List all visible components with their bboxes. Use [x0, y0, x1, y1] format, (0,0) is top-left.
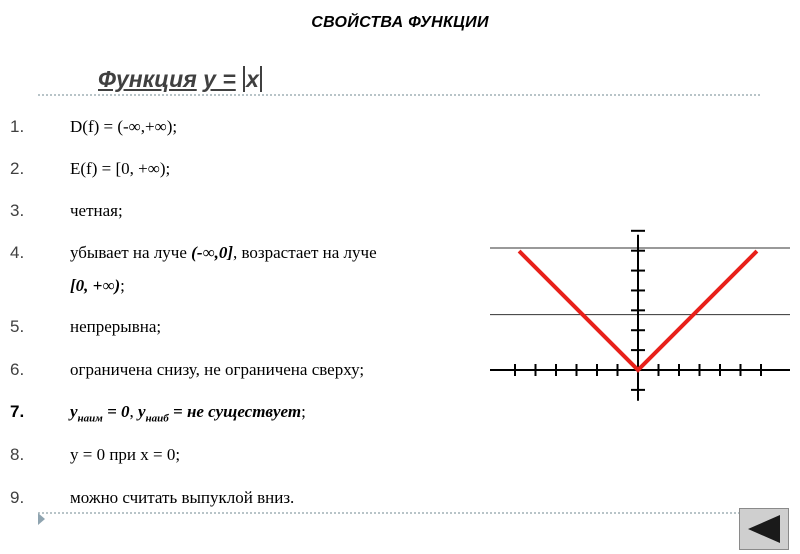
item-text: D(f) = (-∞,+∞);: [70, 117, 178, 136]
back-triangle-icon: [748, 515, 780, 543]
text-part: убывает на луче: [70, 243, 192, 262]
item-number: 3.: [10, 201, 25, 220]
item-number: 5.: [10, 317, 25, 336]
item-text: [70, 276, 125, 296]
item-text: y = 0 при x = 0;: [70, 445, 181, 464]
abs-bar-left: [243, 66, 245, 92]
nav-back-button[interactable]: [739, 508, 789, 550]
interval-decreasing: (-∞,0]: [191, 243, 234, 262]
subscript-max: наиб: [145, 412, 169, 425]
item-number: 9.: [10, 488, 25, 507]
item-number: 2.: [10, 159, 25, 178]
item-text: [70, 243, 377, 263]
text-part: ,: [129, 402, 138, 421]
abs-function-graph: [490, 196, 790, 418]
divider-top: [38, 94, 760, 96]
text-part: ;: [301, 402, 306, 421]
item-number: 1.: [10, 117, 25, 136]
item-number: 7.: [10, 402, 25, 421]
text-part: = 0: [102, 402, 130, 421]
text-part: ;: [120, 276, 125, 295]
item-text: четная;: [70, 201, 123, 220]
function-heading: [98, 66, 263, 93]
item-text: ограничена снизу, не ограничена сверху;: [70, 360, 365, 379]
item-number: 6.: [10, 360, 25, 379]
bullet-arrow-icon: [38, 513, 45, 525]
subscript-min: наим: [77, 412, 103, 425]
item-text: непрерывна;: [70, 317, 162, 336]
divider-bottom: [38, 512, 760, 514]
interval-increasing: [0, +∞): [70, 276, 121, 295]
function-expression: y =: [203, 66, 236, 92]
slide-title: СВОЙСТВА ФУНКЦИИ: [311, 14, 489, 31]
item-text: можно считать выпуклой вниз.: [70, 488, 295, 507]
abs-bar-right: [260, 66, 262, 92]
function-word: Функция: [98, 66, 197, 92]
text-part: = не существует: [168, 402, 302, 421]
text-part: y: [70, 402, 78, 421]
function-variable: x: [246, 66, 259, 92]
text-part: y: [138, 402, 146, 421]
item-number: 4.: [10, 243, 25, 262]
item-text: [70, 402, 306, 424]
text-part: , возрастает на луче: [233, 243, 377, 262]
item-text: E(f) = [0, +∞);: [70, 159, 171, 178]
item-number: 8.: [10, 445, 25, 464]
